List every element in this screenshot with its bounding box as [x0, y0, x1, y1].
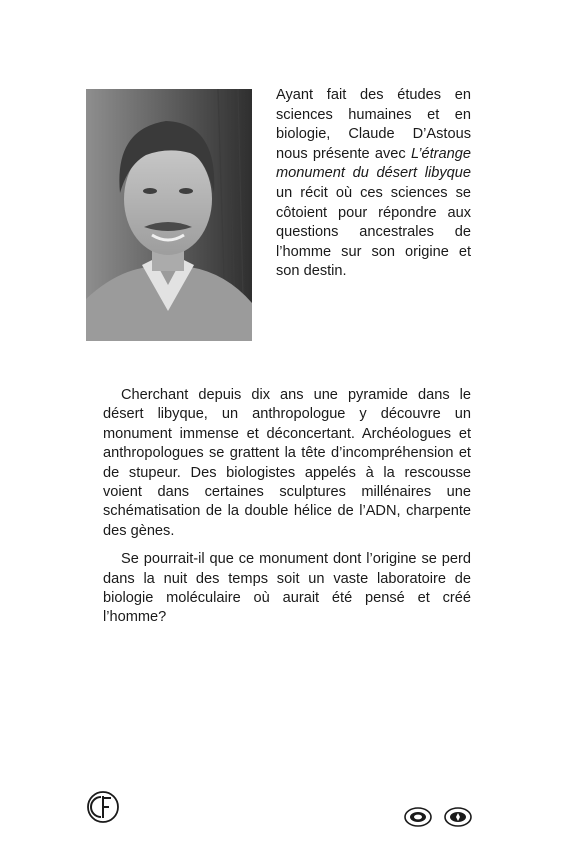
quebec-seal-icon [403, 806, 433, 828]
canada-seal-icon [443, 806, 473, 828]
government-seals [403, 806, 475, 828]
bio-text-end: un récit où ces sciences se côtoient pour répondre aux questions ancestrales de l’homme sur son origine et son destin. [276, 184, 471, 280]
author-portrait-photo-icon [86, 89, 252, 341]
book-title: L’étrange monument du désert libyque [276, 145, 471, 182]
bio-text-start: Ayant fait des études en sciences humaines et en biologie, Claude D’Astous nous présente avec [276, 87, 471, 162]
description-paragraph: Se pourrait-il que ce monument dont l’origine se perd dans la nuit des temps soit un vaste laboratoire de biologie moléculaire où aurait été pensé et créé l’homme? [103, 551, 471, 626]
author-bio [276, 86, 471, 282]
publisher-logo [86, 790, 120, 824]
description-paragraph: Cherchant depuis dix ans une pyramide dans le désert libyque, un anthropologue y découvre un monument immense et déconcertant. Archéologues et anthropologues se grattent la tête d’incompréhension et de stupeur. Des biologistes appelés à la rescousse voient dans certaines sculptures millénaires une schématisation de la double hélice de l’ADN, charpente des gènes. [103, 387, 471, 539]
author-photo [86, 89, 252, 341]
book-description [103, 386, 471, 637]
publisher-monogram-logo-icon [86, 790, 120, 824]
